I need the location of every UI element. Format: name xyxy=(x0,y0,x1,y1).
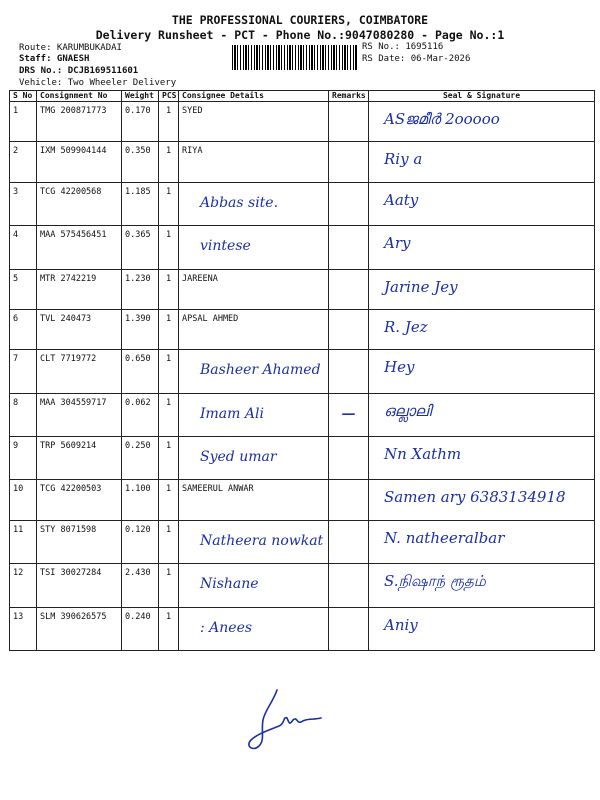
row-remarks xyxy=(329,520,369,563)
row-signature xyxy=(369,607,595,651)
row-pcs: 1 xyxy=(159,607,179,651)
row-consignment-no: CLT 7719772 xyxy=(37,350,122,393)
row-sno: 7 xyxy=(10,350,37,393)
consignee-handwritten-name: Imam Ali xyxy=(200,405,264,422)
row-consignment-no: IXM 509904144 xyxy=(37,142,122,182)
row-signature xyxy=(369,350,595,393)
row-remarks xyxy=(329,480,369,520)
consignee-printed-name: SAMEERUL ANWAR xyxy=(182,484,254,495)
consignee-signature: Riy a xyxy=(384,150,423,169)
table-row xyxy=(10,607,595,651)
vehicle-label: Vehicle: Two Wheeler Delivery xyxy=(19,78,177,88)
row-consignee xyxy=(179,269,329,309)
col-weight: Weight xyxy=(122,91,159,102)
row-signature xyxy=(369,437,595,480)
row-pcs: 1 xyxy=(159,480,179,520)
consignee-printed-name: APSAL AHMED xyxy=(182,313,239,324)
row-signature xyxy=(369,309,595,349)
row-consignment-no: MAA 304559717 xyxy=(37,393,122,436)
table-row xyxy=(10,182,595,225)
company-title: THE PROFESSIONAL COURIERS, COIMBATORE xyxy=(171,13,429,27)
row-consignee xyxy=(179,480,329,520)
table-row xyxy=(10,350,595,393)
consignee-signature: ഒല്ലാലി xyxy=(384,401,432,420)
table-header xyxy=(10,91,595,102)
consignee-printed-name: RIYA xyxy=(182,146,203,157)
row-pcs: 1 xyxy=(159,269,179,309)
remark-mark: — xyxy=(341,405,356,422)
drs-label: DRS No.: DCJB169511601 xyxy=(19,66,139,76)
row-sno: 1 xyxy=(10,102,37,142)
row-sno: 5 xyxy=(10,269,37,309)
col-signature: Seal & Signature xyxy=(369,91,595,102)
consignee-signature: Ary xyxy=(384,234,411,253)
consignee-handwritten-name: Abbas site. xyxy=(200,194,279,211)
row-signature xyxy=(369,182,595,225)
row-weight: 1.185 xyxy=(122,182,159,225)
row-signature xyxy=(369,520,595,563)
row-pcs: 1 xyxy=(159,142,179,182)
row-consignee xyxy=(179,350,329,393)
row-sno: 10 xyxy=(10,480,37,520)
row-sno: 11 xyxy=(10,520,37,563)
row-consignment-no: SLM 390626575 xyxy=(37,607,122,651)
row-consignee xyxy=(179,309,329,349)
row-sno: 8 xyxy=(10,393,37,436)
row-weight: 0.240 xyxy=(122,607,159,651)
row-weight: 2.430 xyxy=(122,564,159,607)
row-remarks xyxy=(329,269,369,309)
row-weight: 0.365 xyxy=(122,226,159,269)
table-row xyxy=(10,564,595,607)
row-remarks xyxy=(329,607,369,651)
row-pcs: 1 xyxy=(159,309,179,349)
consignee-signature: ASജമീർ 2ooooo xyxy=(384,110,500,128)
row-signature xyxy=(369,480,595,520)
row-consignment-no: TCG 42200568 xyxy=(37,182,122,225)
row-consignee xyxy=(179,102,329,142)
rs-date: RS Date: 06-Mar-2026 xyxy=(362,54,471,64)
row-signature xyxy=(369,269,595,309)
row-pcs: 1 xyxy=(159,102,179,142)
rs-number: RS No.: 1695116 xyxy=(362,42,444,52)
route-label: Route: KARUMBUKADAI xyxy=(19,43,122,53)
consignee-handwritten-name: vintese xyxy=(200,238,251,255)
row-consignee xyxy=(179,520,329,563)
table-row xyxy=(10,226,595,269)
row-pcs: 1 xyxy=(159,564,179,607)
row-consignment-no: STY 8071598 xyxy=(37,520,122,563)
table-row xyxy=(10,142,595,182)
row-consignment-no: TRP 5609214 xyxy=(37,437,122,480)
row-remarks xyxy=(329,437,369,480)
row-signature xyxy=(369,564,595,607)
consignee-handwritten-name: Natheera nowkat xyxy=(200,532,324,549)
row-weight: 0.650 xyxy=(122,350,159,393)
table-row xyxy=(10,102,595,142)
table-row xyxy=(10,269,595,309)
row-remarks xyxy=(329,102,369,142)
row-consignee xyxy=(179,564,329,607)
row-remarks xyxy=(329,226,369,269)
row-consignment-no: TVL 240473 xyxy=(37,309,122,349)
row-consignment-no: TMG 200871773 xyxy=(37,102,122,142)
row-signature xyxy=(369,226,595,269)
consignee-signature: N. natheeralbar xyxy=(384,528,505,547)
consignee-printed-name: SYED xyxy=(182,106,203,116)
row-consignee xyxy=(179,142,329,182)
row-sno: 4 xyxy=(10,226,37,269)
col-consignment: Consignment No xyxy=(37,91,122,102)
row-consignee xyxy=(179,437,329,480)
row-sno: 12 xyxy=(10,564,37,607)
row-weight: 0.170 xyxy=(122,102,159,142)
row-weight: 0.250 xyxy=(122,437,159,480)
row-remarks xyxy=(329,309,369,349)
row-weight: 1.390 xyxy=(122,309,159,349)
consignee-signature: Nn Xathm xyxy=(384,445,462,463)
row-pcs: 1 xyxy=(159,393,179,436)
table-row xyxy=(10,480,595,520)
col-sno: S No xyxy=(10,91,37,102)
consignee-signature: Jarine Jey xyxy=(384,277,458,296)
row-sno: 13 xyxy=(10,607,37,651)
col-pcs: PCS xyxy=(159,91,179,102)
consignee-signature: S.நிஷாந் ரூதம் xyxy=(384,572,486,591)
consignee-signature: Samen ary 6383134918 xyxy=(384,488,566,507)
row-sno: 2 xyxy=(10,142,37,182)
row-consignee xyxy=(179,182,329,225)
row-remarks xyxy=(329,142,369,182)
staff-label: Staff: GNAESH xyxy=(19,54,90,64)
consignee-signature: Aniy xyxy=(384,615,418,634)
row-signature xyxy=(369,142,595,182)
row-sno: 6 xyxy=(10,309,37,349)
col-remarks: Remarks xyxy=(329,91,369,102)
row-consignee xyxy=(179,607,329,651)
table-row xyxy=(10,520,595,563)
row-remarks xyxy=(329,564,369,607)
row-remarks xyxy=(329,393,369,436)
row-pcs: 1 xyxy=(159,437,179,480)
consignee-handwritten-name: Nishane xyxy=(200,576,259,593)
row-sno: 3 xyxy=(10,182,37,225)
row-pcs: 1 xyxy=(159,520,179,563)
consignee-printed-name: JAREENA xyxy=(182,273,218,284)
runsheet-table xyxy=(9,90,595,651)
row-pcs: 1 xyxy=(159,226,179,269)
row-weight: 0.062 xyxy=(122,393,159,436)
row-signature xyxy=(369,102,595,142)
col-consignee: Consignee Details xyxy=(179,91,329,102)
table-row xyxy=(10,437,595,480)
row-consignment-no: TCG 42200503 xyxy=(37,480,122,520)
row-weight: 1.100 xyxy=(122,480,159,520)
row-weight: 0.120 xyxy=(122,520,159,563)
row-pcs: 1 xyxy=(159,350,179,393)
staff-signature xyxy=(235,680,335,755)
row-consignment-no: MAA 575456451 xyxy=(37,226,122,269)
row-consignee xyxy=(179,393,329,436)
row-signature xyxy=(369,393,595,436)
row-weight: 0.350 xyxy=(122,142,159,182)
table-row xyxy=(10,393,595,436)
consignee-handwritten-name: : Anees xyxy=(200,619,253,636)
row-sno: 9 xyxy=(10,437,37,480)
consignee-handwritten-name: Basheer Ahamed xyxy=(200,362,321,379)
row-consignment-no: MTR 2742219 xyxy=(37,269,122,309)
row-weight: 1.230 xyxy=(122,269,159,309)
consignee-signature: Aaty xyxy=(384,190,419,209)
consignee-signature: Hey xyxy=(384,358,415,377)
row-remarks xyxy=(329,182,369,225)
consignee-signature: R. Jez xyxy=(384,317,428,336)
barcode xyxy=(232,45,357,70)
table-row xyxy=(10,309,595,349)
row-consignee xyxy=(179,226,329,269)
row-consignment-no: TSI 30027284 xyxy=(37,564,122,607)
row-remarks xyxy=(329,350,369,393)
row-pcs: 1 xyxy=(159,182,179,225)
runsheet-subtitle: Delivery Runsheet - PCT - Phone No.:9047080280 - Page No.:1 xyxy=(95,28,505,42)
consignee-handwritten-name: Syed umar xyxy=(200,449,277,465)
